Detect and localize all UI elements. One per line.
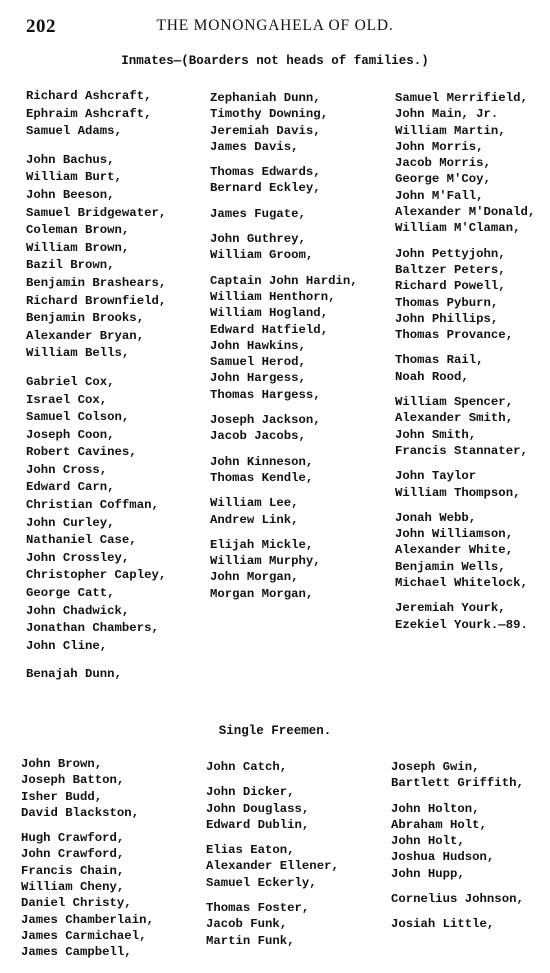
name-entry: George Catt, — [26, 586, 115, 601]
name-entry: Christian Coffman, — [26, 498, 159, 513]
group-spacer — [210, 197, 358, 206]
name-entry: Francis Chain, — [21, 863, 125, 878]
name-entry: Bernard Eckley, — [210, 181, 321, 196]
group-spacer — [391, 907, 524, 916]
name-entry: Morgan Morgan, — [210, 586, 314, 601]
name-entry: James Carmichael, — [21, 928, 147, 943]
name-entry: Andrew Link, — [210, 512, 299, 527]
name-entry: Benjamin Wells, — [395, 559, 506, 574]
name-entry: John Hupp, — [391, 866, 465, 881]
name-entry: James Campbell, — [21, 945, 132, 960]
group-spacer — [210, 264, 358, 273]
inmates-column-1 — [26, 88, 166, 684]
name-entry: William Hogland, — [210, 306, 329, 321]
inmates-column-2 — [210, 90, 358, 602]
name-entry: Zephaniah Dunn, — [210, 91, 321, 105]
name-entry: Martin Funk, — [206, 933, 295, 948]
name-entry: Benjamin Brooks, — [26, 311, 145, 326]
name-entry: Timothy Downing, — [210, 107, 329, 122]
group-spacer — [395, 501, 535, 510]
name-entry: Josiah Little, — [391, 917, 495, 932]
group-spacer — [395, 459, 535, 468]
name-entry: John M'Fall, — [395, 188, 484, 203]
name-entry: William Lee, — [210, 496, 299, 511]
group-spacer — [395, 591, 535, 600]
name-entry: John Crossley, — [26, 550, 130, 565]
group-spacer — [395, 343, 535, 352]
section-heading-single-freemen: Single Freemen. — [218, 724, 332, 738]
name-entry: Jonathan Chambers, — [26, 621, 159, 636]
name-entry: John Guthrey, — [210, 232, 306, 247]
name-entry: Thomas Hargess, — [210, 387, 321, 402]
name-entry: Coleman Brown, — [26, 223, 130, 238]
name-entry: Bazil Brown, — [26, 258, 115, 273]
name-entry: Richard Ashcraft, — [26, 89, 152, 103]
name-entry: Jacob Jacobs, — [210, 429, 306, 444]
freemen-column-3 — [391, 759, 524, 933]
group-spacer — [210, 403, 358, 412]
group-spacer — [395, 385, 535, 394]
name-entry: Benjamin Brashears, — [26, 275, 167, 290]
group-spacer — [26, 655, 166, 666]
name-entry: Alexander Ellener, — [206, 859, 339, 874]
name-entry: Alexander White, — [395, 543, 514, 558]
name-entry: William Groom, — [210, 248, 314, 263]
name-entry: Edward Hatfield, — [210, 322, 329, 337]
name-entry: Joseph Jackson, — [210, 413, 321, 428]
name-entry: Christopher Capley, — [26, 568, 167, 583]
group-spacer — [391, 792, 524, 801]
name-entry: Samuel Eckerly, — [206, 875, 317, 890]
name-entry: Thomas Edwards, — [210, 165, 321, 180]
name-entry: Bartlett Griffith, — [391, 776, 524, 791]
name-entry: Jonah Webb, — [395, 510, 477, 525]
inmates-column-3 — [395, 90, 535, 633]
name-entry: Thomas Pyburn, — [395, 295, 499, 310]
name-entry: William Murphy, — [210, 554, 321, 569]
name-entry: John Williamson, — [395, 527, 514, 542]
group-spacer — [391, 882, 524, 891]
name-entry: John Crawford, — [21, 847, 125, 862]
name-entry: Alexander Bryan, — [26, 328, 145, 343]
group-spacer — [26, 363, 166, 374]
name-entry: John Holton, — [391, 801, 480, 816]
name-entry: Jeremiah Davis, — [210, 123, 321, 138]
name-entry: John Smith, — [395, 427, 477, 442]
name-entry: William Brown, — [26, 240, 130, 255]
freemen-column-1 — [21, 756, 154, 961]
name-entry: Samuel Colson, — [26, 410, 130, 425]
name-entry: John Catch, — [206, 760, 288, 774]
name-entry: John Kinneson, — [210, 454, 314, 469]
name-entry: Hugh Crawford, — [21, 831, 125, 846]
name-entry: David Blackston, — [21, 805, 140, 820]
name-entry: Daniel Christy, — [21, 896, 132, 911]
name-entry: Jacob Morris, — [395, 156, 491, 171]
group-spacer — [210, 528, 358, 537]
name-entry: James Fugate, — [210, 206, 306, 221]
name-entry: John Main, Jr. — [395, 107, 499, 122]
name-entry: Joshua Hudson, — [391, 850, 495, 865]
name-entry: John Pettyjohn, — [395, 246, 506, 261]
name-entry: Jacob Funk, — [206, 917, 288, 932]
group-spacer — [210, 486, 358, 495]
section-heading-inmates: Inmates—(Boarders not heads of families.) — [121, 54, 429, 68]
name-entry: Alexander Smith, — [395, 411, 514, 426]
name-entry: Michael Whitelock, — [395, 576, 528, 591]
name-entry: William Burt, — [26, 170, 122, 185]
name-entry: John Hargess, — [210, 371, 306, 386]
name-entry: John Beeson, — [26, 187, 115, 202]
page-number: 202 — [26, 16, 56, 37]
page-header — [0, 14, 550, 42]
name-entry: John Hawkins, — [210, 338, 306, 353]
group-spacer — [206, 891, 339, 900]
name-entry: Thomas Provance, — [395, 328, 514, 343]
name-entry: John Douglass, — [206, 801, 310, 816]
name-entry: John Dicker, — [206, 785, 295, 800]
name-entry: John Bachus, — [26, 152, 115, 167]
name-entry: John Chadwick, — [26, 603, 130, 618]
name-entry: Thomas Kendle, — [210, 470, 314, 485]
name-entry: Thomas Rail, — [395, 353, 484, 368]
name-entry: William Martin, — [395, 123, 506, 138]
name-entry: Richard Powell, — [395, 279, 506, 294]
group-spacer — [210, 155, 358, 164]
name-entry: Alexander M'Donald, — [395, 205, 536, 220]
name-entry: John Brown, — [21, 757, 103, 771]
name-entry: George M'Coy, — [395, 172, 491, 187]
name-entry: James Davis, — [210, 139, 299, 154]
freemen-column-2 — [206, 759, 339, 949]
group-spacer — [210, 445, 358, 454]
name-entry: Samuel Adams, — [26, 124, 122, 139]
name-entry: Thomas Foster, — [206, 901, 310, 916]
name-entry: Edward Dublin, — [206, 817, 310, 832]
name-entry: Elijah Mickle, — [210, 537, 314, 552]
name-entry: Gabriel Cox, — [26, 374, 115, 389]
name-entry: Joseph Batton, — [21, 773, 125, 788]
name-entry: Benajah Dunn, — [26, 667, 122, 682]
name-entry: Ezekiel Yourk.—89. — [395, 617, 528, 632]
name-entry: Isher Budd, — [21, 789, 103, 804]
name-entry: Elias Eaton, — [206, 843, 295, 858]
name-entry: Jeremiah Yourk, — [395, 601, 506, 616]
name-entry: Edward Carn, — [26, 480, 115, 495]
name-entry: Captain John Hardin, — [210, 273, 358, 288]
name-entry: Nathaniel Case, — [26, 533, 137, 548]
name-entry: John Cline, — [26, 638, 108, 653]
name-entry: John Cross, — [26, 462, 108, 477]
group-spacer — [395, 237, 535, 246]
name-entry: Baltzer Peters, — [395, 262, 506, 277]
name-entry: Samuel Merrifield, — [395, 91, 528, 105]
name-entry: William Henthorn, — [210, 289, 336, 304]
name-entry: John Taylor — [395, 469, 477, 484]
name-entry: Francis Stannater, — [395, 443, 528, 458]
group-spacer — [21, 821, 154, 830]
group-spacer — [26, 141, 166, 152]
group-spacer — [206, 775, 339, 784]
name-entry: William Bells, — [26, 346, 130, 361]
name-entry: William M'Claman, — [395, 221, 521, 236]
name-entry: Abraham Holt, — [391, 817, 487, 832]
name-entry: William Thompson, — [395, 485, 521, 500]
group-spacer — [206, 833, 339, 842]
name-entry: Joseph Gwin, — [391, 760, 480, 774]
name-entry: John Morgan, — [210, 570, 299, 585]
name-entry: John Morris, — [395, 139, 484, 154]
name-entry: Ephraim Ashcraft, — [26, 106, 152, 121]
name-entry: John Phillips, — [395, 311, 499, 326]
name-entry: Israel Cox, — [26, 392, 108, 407]
name-entry: Richard Brownfield, — [26, 293, 167, 308]
name-entry: Cornelius Johnson, — [391, 892, 524, 907]
name-entry: Samuel Herod, — [210, 355, 306, 370]
name-entry: Joseph Coon, — [26, 427, 115, 442]
name-entry: James Chamberlain, — [21, 912, 154, 927]
name-entry: Robert Cavines, — [26, 445, 137, 460]
name-entry: William Spencer, — [395, 395, 514, 410]
group-spacer — [210, 222, 358, 231]
name-entry: John Holt, — [391, 834, 465, 849]
running-title: THE MONONGAHELA OF OLD. — [156, 17, 394, 34]
name-entry: William Cheny, — [21, 880, 125, 895]
name-entry: John Curley, — [26, 515, 115, 530]
name-entry: Samuel Bridgewater, — [26, 205, 167, 220]
name-entry: Noah Rood, — [395, 369, 469, 384]
